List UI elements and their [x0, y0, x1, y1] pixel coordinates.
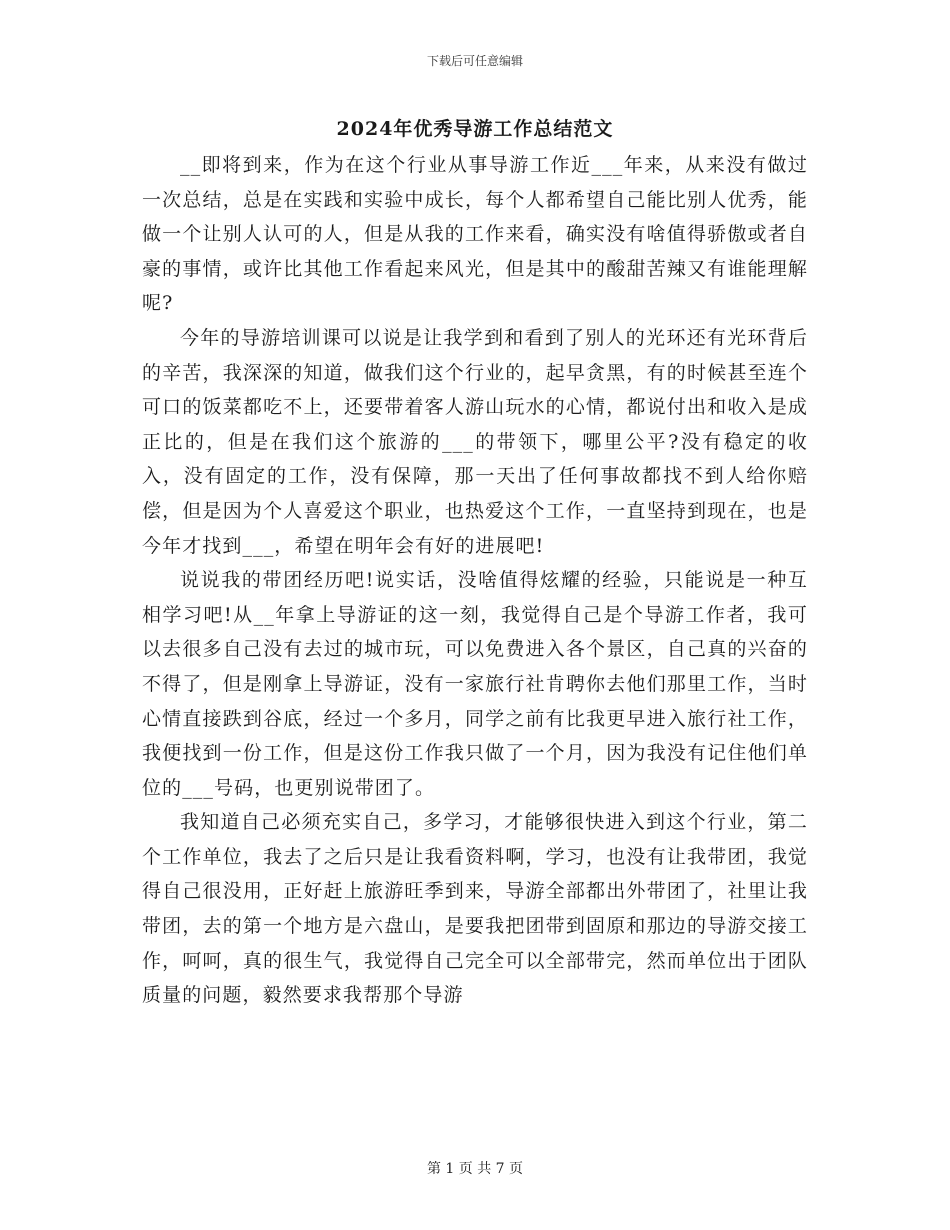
paragraph-1: __即将到来，作为在这个行业从事导游工作近___年来，从来没有做过一次总结，总是在实践和实验中成长，每个人都希望自己能比别人优秀，能做一个让别人认可的人，但是从我的工作来看，确实没有啥值得骄傲或者自豪的事情，或许比其他工作看起来风光，但是其中的酸甜苦辣又有谁能理解呢? [142, 154, 808, 315]
paragraph-2: 今年的导游培训课可以说是让我学到和看到了别人的光环还有光环背后的辛苦，我深深的知道，做我们这个行业的，起早贪黑，有的时候甚至连个可口的饭菜都吃不上，还要带着客人游山玩水的心情，都说付出和收入是成正比的，但是在我们这个旅游的___的带领下，哪里公平?没有稳定的收入，没有固定的工作，没有保障，那一天出了任何事故都找不到人给你赔偿，但是因为个人喜爱这个职业，也热爱这个工作，一直坚持到现在，也是今年才找到___，希望在明年会有好的进展吧! [142, 326, 808, 557]
document-body [142, 148, 808, 1013]
document-title: 2024年优秀导游工作总结范文 [336, 118, 614, 140]
page-header-note: 下载后可任意编辑 [426, 54, 523, 68]
page-number: 第 1 页 共 7 页 [426, 1161, 524, 1177]
paragraph-3: 说说我的带团经历吧!说实话，没啥值得炫耀的经验，只能说是一种互相学习吧!从__年拿上导游证的这一刻，我觉得自己是个导游工作者，我可以去很多自己没有去过的城市玩，可以免费进入各个景区，自己真的兴奋的不得了，但是刚拿上导游证，没有一家旅行社肯聘你去他们那里工作，当时心情直接跌到谷底，经过一个多月，同学之前有比我更早进入旅行社工作，我便找到一份工作，但是这份工作我只做了一个月，因为我没有记住他们单位的___号码，也更别说带团了。 [142, 569, 808, 799]
paragraph-4: 我知道自己必须充实自己，多学习，才能够很快进入到这个行业，第二个工作单位，我去了之后只是让我看资料啊，学习，也没有让我带团，我觉得自己很没用，正好赶上旅游旺季到来，导游全部都出外带团了，社里让我带团，去的第一个地方是六盘山，是要我把团带到固原和那边的导游交接工作，呵呵，真的很生气，我觉得自己完全可以全部带完，然而单位出于团队质量的问题，毅然要求我帮那个导游 [142, 811, 808, 1007]
